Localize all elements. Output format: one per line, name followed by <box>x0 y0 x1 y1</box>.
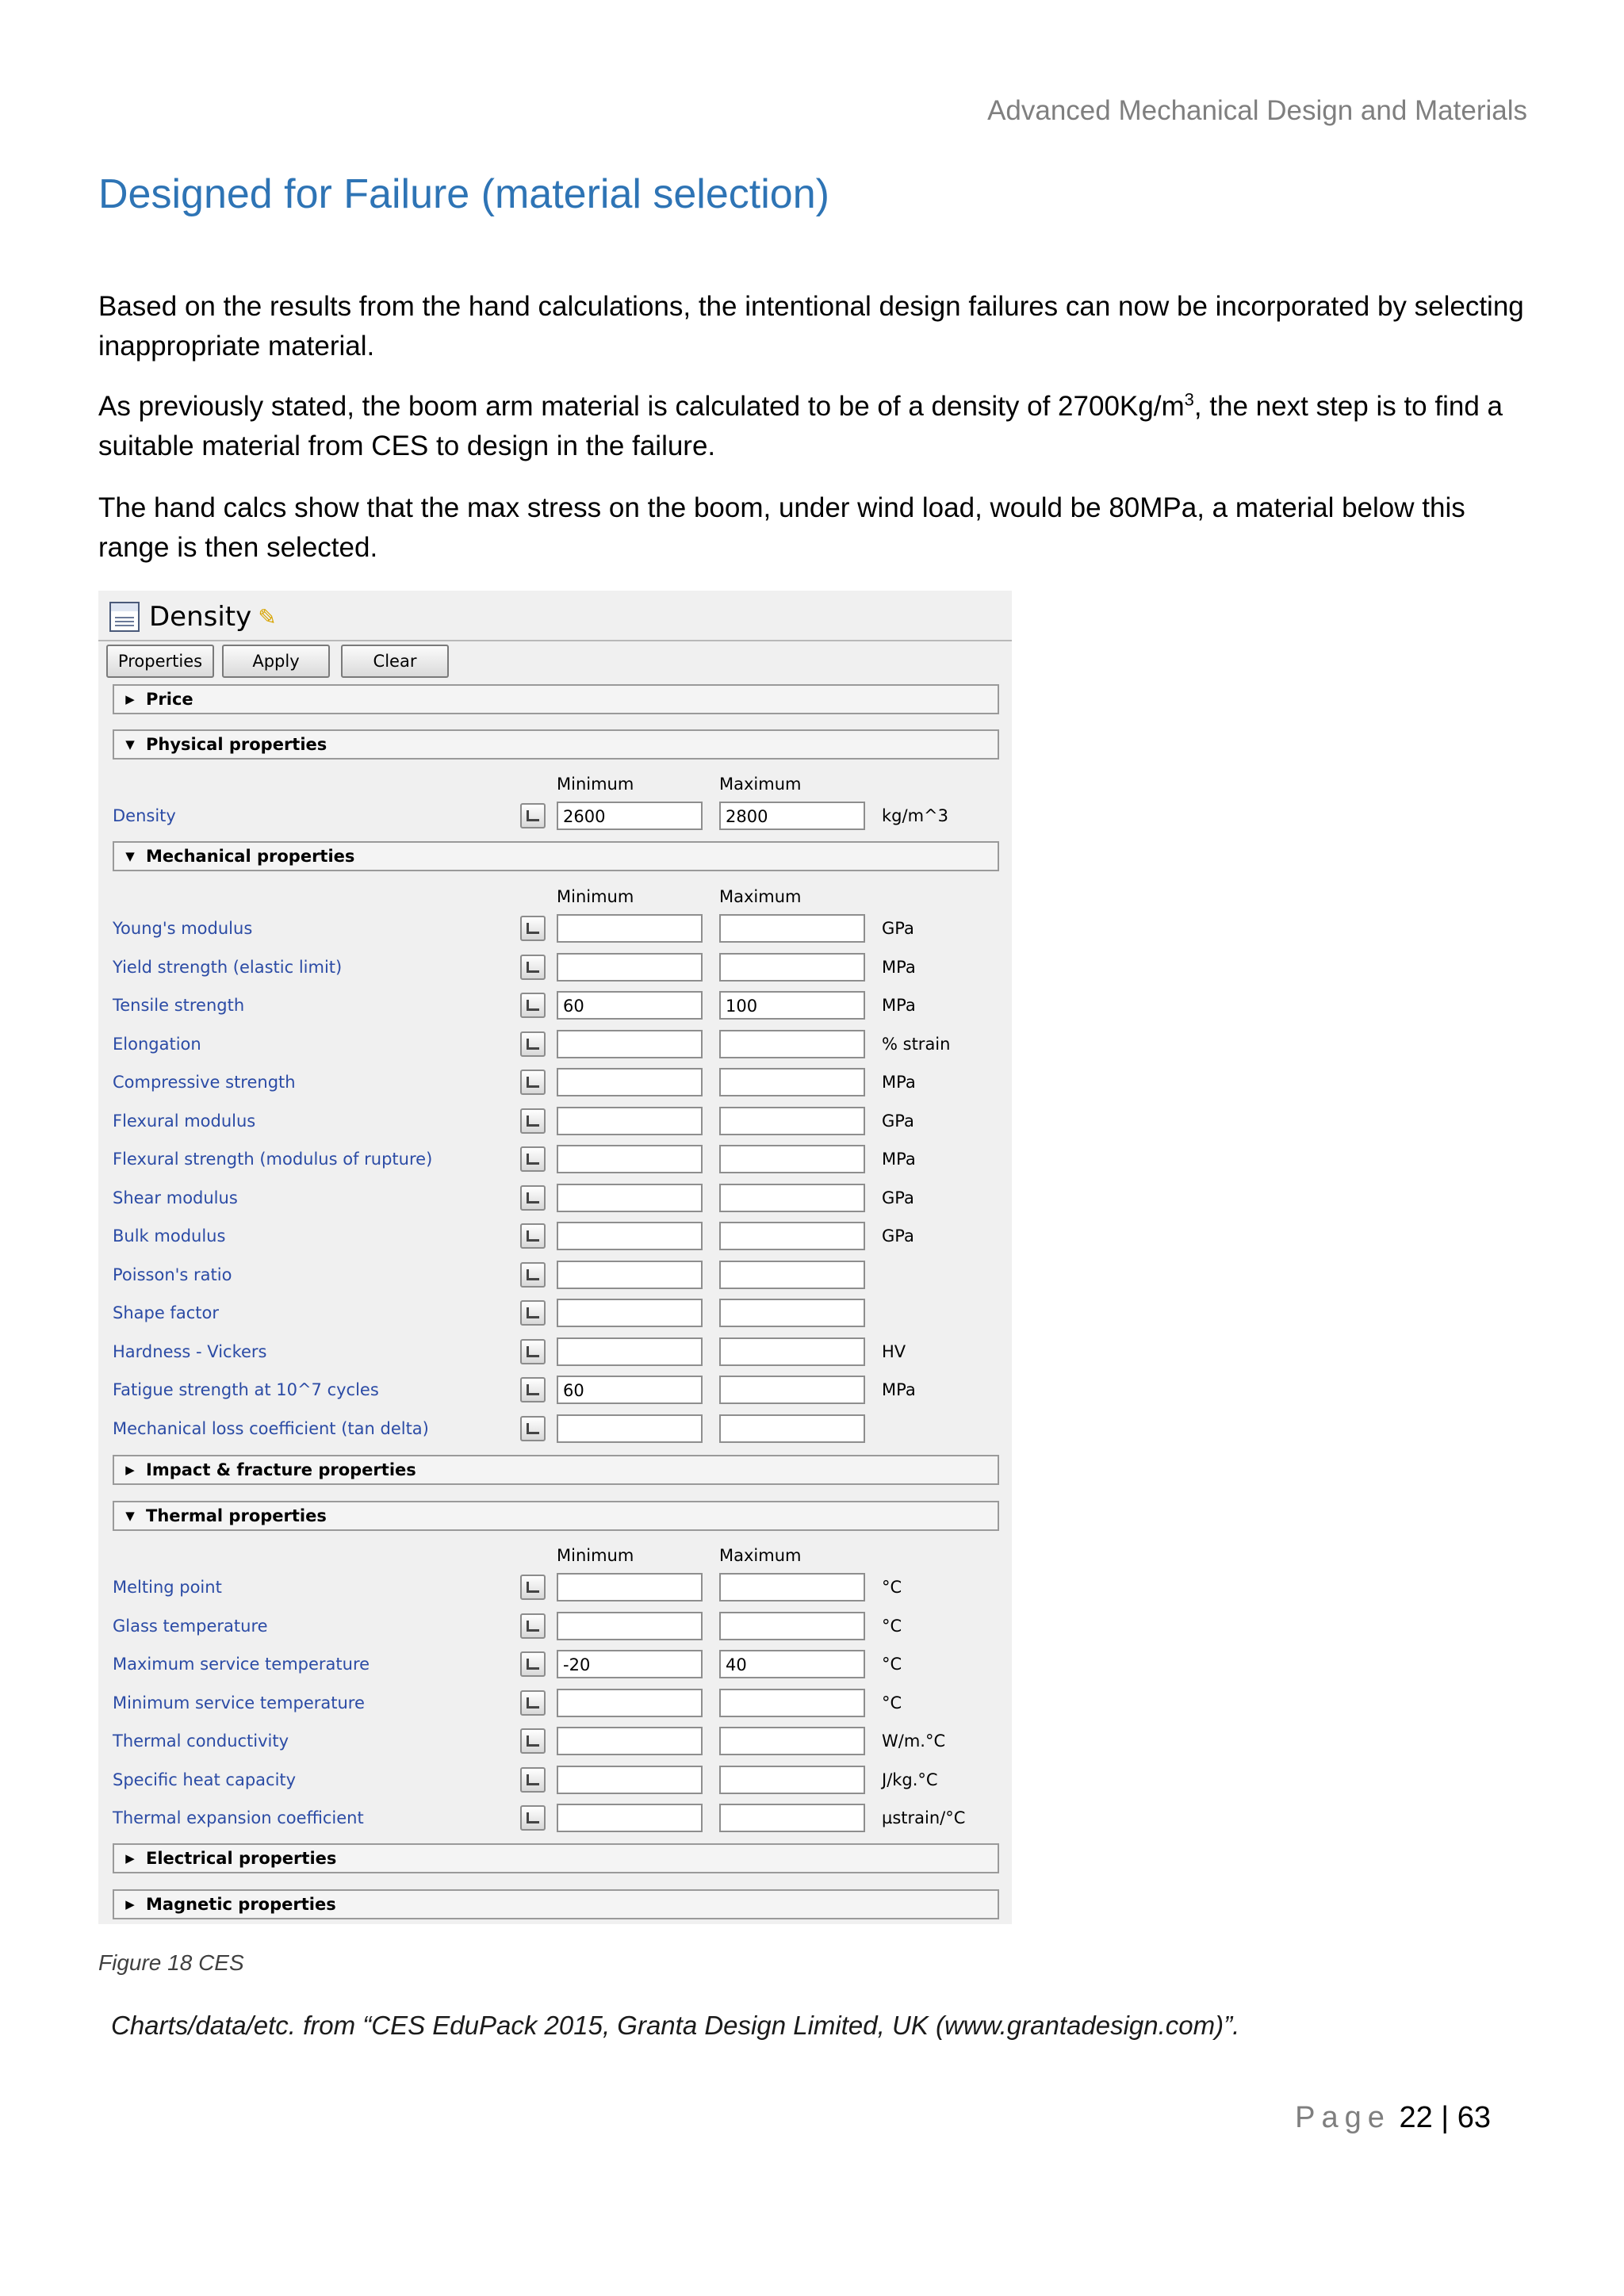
maximum-input-fatigue-strength-at-10-7-cycles[interactable] <box>719 1376 865 1404</box>
chart-icon[interactable] <box>520 1416 546 1441</box>
apply-button[interactable]: Apply <box>222 645 330 678</box>
chart-glyph <box>527 1307 539 1318</box>
property-label-thermal-conductivity[interactable]: Thermal conductivity <box>113 1732 289 1751</box>
chart-glyph <box>527 1735 539 1747</box>
column-header-minimum: Minimum <box>557 887 634 906</box>
property-label-melting-point[interactable]: Melting point <box>113 1578 222 1597</box>
chart-glyph <box>527 1039 539 1050</box>
chart-glyph <box>527 1582 539 1593</box>
chart-glyph <box>527 1384 539 1395</box>
superscript: 3 <box>1184 389 1194 410</box>
maximum-input-elongation[interactable] <box>719 1030 865 1058</box>
chart-icon[interactable] <box>520 1575 546 1600</box>
section-label: Impact & fracture properties <box>146 1460 416 1479</box>
expand-arrow-icon: ▶ <box>125 692 135 706</box>
minimum-input-melting-point[interactable] <box>557 1573 703 1601</box>
collapse-arrow-icon: ▼ <box>125 849 135 863</box>
paragraph-1: Based on the results from the hand calculations, the intentional design failures can now be incorporated by selecting inappropriate material. <box>98 291 1524 362</box>
unit-label: kg/m^3 <box>882 806 948 825</box>
maximum-input-thermal-conductivity[interactable] <box>719 1727 865 1755</box>
chart-glyph <box>527 1192 539 1203</box>
chart-glyph <box>527 962 539 973</box>
chart-glyph <box>527 810 539 821</box>
maximum-input-mechanical-loss-coefficient-tan-delta[interactable] <box>719 1414 865 1443</box>
minimum-input-bulk-modulus[interactable] <box>557 1222 703 1250</box>
section-title: Designed for Failure (material selection) <box>98 171 829 217</box>
chart-glyph <box>527 923 539 934</box>
minimum-input-glass-temperature[interactable] <box>557 1612 703 1640</box>
column-header-minimum: Minimum <box>557 1546 634 1565</box>
minimum-input-minimum-service-temperature[interactable] <box>557 1689 703 1717</box>
ces-density-panel <box>98 591 1012 1924</box>
maximum-input-hardness-vickers[interactable] <box>719 1337 865 1366</box>
section-label: Electrical properties <box>146 1849 337 1868</box>
unit-label: W/m.°C <box>882 1732 946 1751</box>
property-label-compressive-strength[interactable]: Compressive strength <box>113 1073 296 1092</box>
unit-label: °C <box>882 1616 902 1636</box>
chart-glyph <box>527 1000 539 1011</box>
unit-label: HV <box>882 1341 906 1361</box>
collapse-arrow-icon: ▼ <box>125 737 135 752</box>
maximum-input-young-s-modulus[interactable] <box>719 914 865 943</box>
unit-label: MPa <box>882 1150 916 1169</box>
minimum-input-flexural-strength-modulus-of-rupture[interactable] <box>557 1145 703 1173</box>
chart-glyph <box>527 1812 539 1823</box>
chart-glyph <box>527 1774 539 1785</box>
page-word: Page <box>1295 2101 1391 2134</box>
property-label-hardness-vickers[interactable]: Hardness - Vickers <box>113 1341 267 1361</box>
maximum-input-thermal-expansion-coefficient[interactable] <box>719 1804 865 1832</box>
chart-icon[interactable] <box>520 1339 546 1364</box>
paragraph-2-start: As previously stated, the boom arm material is calculated to be of a density of 2700Kg/m <box>98 391 1185 422</box>
minimum-input-yield-strength-elastic-limit[interactable] <box>557 953 703 982</box>
unit-label: MPa <box>882 957 916 977</box>
maximum-input-glass-temperature[interactable] <box>719 1612 865 1640</box>
unit-label: °C <box>882 1655 902 1674</box>
chart-icon[interactable] <box>520 1728 546 1754</box>
minimum-input-thermal-expansion-coefficient[interactable] <box>557 1804 703 1832</box>
minimum-input-fatigue-strength-at-10-7-cycles[interactable]: 60 <box>557 1376 703 1404</box>
minimum-input-maximum-service-temperature[interactable]: -20 <box>557 1650 703 1678</box>
section-header-impact[interactable] <box>113 1455 999 1485</box>
page-number: 22 | 63 <box>1399 2101 1491 2134</box>
column-header-minimum: Minimum <box>557 775 634 794</box>
chart-glyph <box>527 1346 539 1357</box>
chart-icon[interactable] <box>520 1805 546 1831</box>
chart-icon[interactable] <box>520 1185 546 1211</box>
chart-icon[interactable] <box>520 1223 546 1249</box>
unit-label: MPa <box>882 1073 916 1092</box>
unit-label: °C <box>882 1693 902 1712</box>
property-label-yield-strength-elastic-limit[interactable]: Yield strength (elastic limit) <box>113 957 343 977</box>
unit-label: GPa <box>882 1111 914 1131</box>
section-header-mechanical[interactable] <box>113 841 999 871</box>
minimum-input-density[interactable]: 2600 <box>557 802 703 830</box>
property-label-thermal-expansion-coefficient[interactable]: Thermal expansion coefficient <box>113 1808 364 1827</box>
unit-label: GPa <box>882 1226 914 1246</box>
minimum-input-shear-modulus[interactable] <box>557 1184 703 1212</box>
property-label-young-s-modulus[interactable]: Young's modulus <box>113 919 253 938</box>
column-header-maximum: Maximum <box>719 887 802 906</box>
properties-button[interactable]: Properties <box>106 645 214 678</box>
minimum-input-hardness-vickers[interactable] <box>557 1337 703 1366</box>
chart-icon[interactable] <box>520 955 546 980</box>
section-header-magnetic[interactable] <box>113 1889 999 1919</box>
unit-label: J/kg.°C <box>882 1770 938 1789</box>
chart-glyph <box>527 1423 539 1434</box>
maximum-input-maximum-service-temperature[interactable]: 40 <box>719 1650 865 1678</box>
section-header-electrical[interactable] <box>113 1843 999 1873</box>
chart-icon[interactable] <box>520 1146 546 1172</box>
property-label-maximum-service-temperature[interactable]: Maximum service temperature <box>113 1655 370 1674</box>
minimum-input-flexural-modulus[interactable] <box>557 1107 703 1135</box>
credit-line: Charts/data/etc. from “CES EduPack 2015, Granta Design Limited, UK (www.grantadesign.com)”. <box>111 2011 1240 2040</box>
chart-glyph <box>527 1154 539 1165</box>
unit-label: °C <box>882 1578 902 1597</box>
table-icon <box>109 602 140 632</box>
unit-label: % strain <box>882 1034 951 1054</box>
chart-icon[interactable] <box>520 1767 546 1793</box>
section-label: Thermal properties <box>146 1506 327 1525</box>
section-label: Magnetic properties <box>146 1895 336 1914</box>
edit-icon[interactable]: ✎ <box>258 603 277 630</box>
maximum-input-poisson-s-ratio[interactable] <box>719 1261 865 1289</box>
chart-icon[interactable] <box>520 1690 546 1716</box>
maximum-input-shape-factor[interactable] <box>719 1299 865 1327</box>
unit-label: MPa <box>882 996 916 1015</box>
expand-arrow-icon: ▶ <box>125 1897 135 1911</box>
property-label-tensile-strength[interactable]: Tensile strength <box>113 996 245 1015</box>
figure-caption: Figure 18 CES <box>98 1950 244 1975</box>
chart-icon[interactable] <box>520 993 546 1018</box>
property-label-elongation[interactable]: Elongation <box>113 1034 201 1054</box>
maximum-input-density[interactable]: 2800 <box>719 802 865 830</box>
clear-button[interactable]: Clear <box>341 645 449 678</box>
maximum-input-tensile-strength[interactable]: 100 <box>719 991 865 1020</box>
section-label: Price <box>146 690 193 709</box>
property-label-bulk-modulus[interactable]: Bulk modulus <box>113 1226 226 1246</box>
unit-label: µstrain/°C <box>882 1808 966 1827</box>
minimum-input-mechanical-loss-coefficient-tan-delta[interactable] <box>557 1414 703 1443</box>
section-label: Physical properties <box>146 735 327 754</box>
expand-arrow-icon: ▶ <box>125 1463 135 1477</box>
maximum-input-specific-heat-capacity[interactable] <box>719 1766 865 1794</box>
chart-icon[interactable] <box>520 803 546 828</box>
chart-icon[interactable] <box>520 1651 546 1677</box>
paragraph-2 <box>98 387 1526 466</box>
page-footer <box>1110 2101 1491 2135</box>
property-label-glass-temperature[interactable]: Glass temperature <box>113 1616 268 1636</box>
chart-icon[interactable] <box>520 1031 546 1057</box>
chart-icon[interactable] <box>520 1108 546 1134</box>
minimum-input-specific-heat-capacity[interactable] <box>557 1766 703 1794</box>
unit-label: MPa <box>882 1380 916 1399</box>
property-label-shear-modulus[interactable]: Shear modulus <box>113 1188 238 1207</box>
unit-label: GPa <box>882 1188 914 1207</box>
chart-glyph <box>527 1115 539 1127</box>
maximum-input-compressive-strength[interactable] <box>719 1068 865 1096</box>
running-header: Advanced Mechanical Design and Materials <box>987 95 1527 126</box>
maximum-input-flexural-modulus[interactable] <box>719 1107 865 1135</box>
minimum-input-shape-factor[interactable] <box>557 1299 703 1327</box>
paragraph-2-end: , the next step is to find a suitable material from CES to design in the failure. <box>98 391 1503 461</box>
chart-icon[interactable] <box>520 1300 546 1326</box>
maximum-input-bulk-modulus[interactable] <box>719 1222 865 1250</box>
minimum-input-young-s-modulus[interactable] <box>557 914 703 943</box>
property-label-poisson-s-ratio[interactable]: Poisson's ratio <box>113 1265 232 1284</box>
property-label-shape-factor[interactable]: Shape factor <box>113 1303 219 1322</box>
maximum-input-melting-point[interactable] <box>719 1573 865 1601</box>
chart-glyph <box>527 1621 539 1632</box>
paragraph-3: The hand calcs show that the max stress on the boom, under wind load, would be 80MPa, a material below this range is then selected. <box>98 492 1465 563</box>
chart-icon[interactable] <box>520 1262 546 1288</box>
minimum-input-compressive-strength[interactable] <box>557 1068 703 1096</box>
section-header-thermal[interactable] <box>113 1501 999 1531</box>
divider <box>98 640 1012 641</box>
maximum-input-shear-modulus[interactable] <box>719 1184 865 1212</box>
chart-glyph <box>527 1697 539 1709</box>
chart-icon[interactable] <box>520 916 546 941</box>
chart-glyph <box>527 1230 539 1242</box>
minimum-input-elongation[interactable] <box>557 1030 703 1058</box>
column-header-maximum: Maximum <box>719 775 802 794</box>
panel-title-bar <box>109 600 277 633</box>
chart-icon[interactable] <box>520 1613 546 1639</box>
property-label-fatigue-strength-at-10-7-cycles[interactable]: Fatigue strength at 10^7 cycles <box>113 1380 379 1399</box>
chart-icon[interactable] <box>520 1377 546 1402</box>
minimum-input-tensile-strength[interactable]: 60 <box>557 991 703 1020</box>
minimum-input-poisson-s-ratio[interactable] <box>557 1261 703 1289</box>
unit-label: GPa <box>882 919 914 938</box>
property-label-specific-heat-capacity[interactable]: Specific heat capacity <box>113 1770 297 1789</box>
chart-icon[interactable] <box>520 1070 546 1095</box>
minimum-input-thermal-conductivity[interactable] <box>557 1727 703 1755</box>
property-label-flexural-modulus[interactable]: Flexural modulus <box>113 1111 256 1131</box>
expand-arrow-icon: ▶ <box>125 1851 135 1866</box>
section-header-price[interactable] <box>113 684 999 714</box>
chart-glyph <box>527 1659 539 1670</box>
property-label-density[interactable]: Density <box>113 806 176 825</box>
collapse-arrow-icon: ▼ <box>125 1509 135 1523</box>
property-label-flexural-strength-modulus-of-rupture[interactable]: Flexural strength (modulus of rupture) <box>113 1150 433 1169</box>
property-label-minimum-service-temperature[interactable]: Minimum service temperature <box>113 1693 365 1712</box>
panel-title: Density <box>149 601 252 633</box>
maximum-input-minimum-service-temperature[interactable] <box>719 1689 865 1717</box>
chart-glyph <box>527 1077 539 1088</box>
maximum-input-flexural-strength-modulus-of-rupture[interactable] <box>719 1145 865 1173</box>
section-label: Mechanical properties <box>146 847 355 866</box>
property-label-mechanical-loss-coefficient-tan-delta[interactable]: Mechanical loss coefficient (tan delta) <box>113 1418 429 1438</box>
maximum-input-yield-strength-elastic-limit[interactable] <box>719 953 865 982</box>
column-header-maximum: Maximum <box>719 1546 802 1565</box>
section-header-physical[interactable] <box>113 729 999 760</box>
chart-glyph <box>527 1269 539 1280</box>
